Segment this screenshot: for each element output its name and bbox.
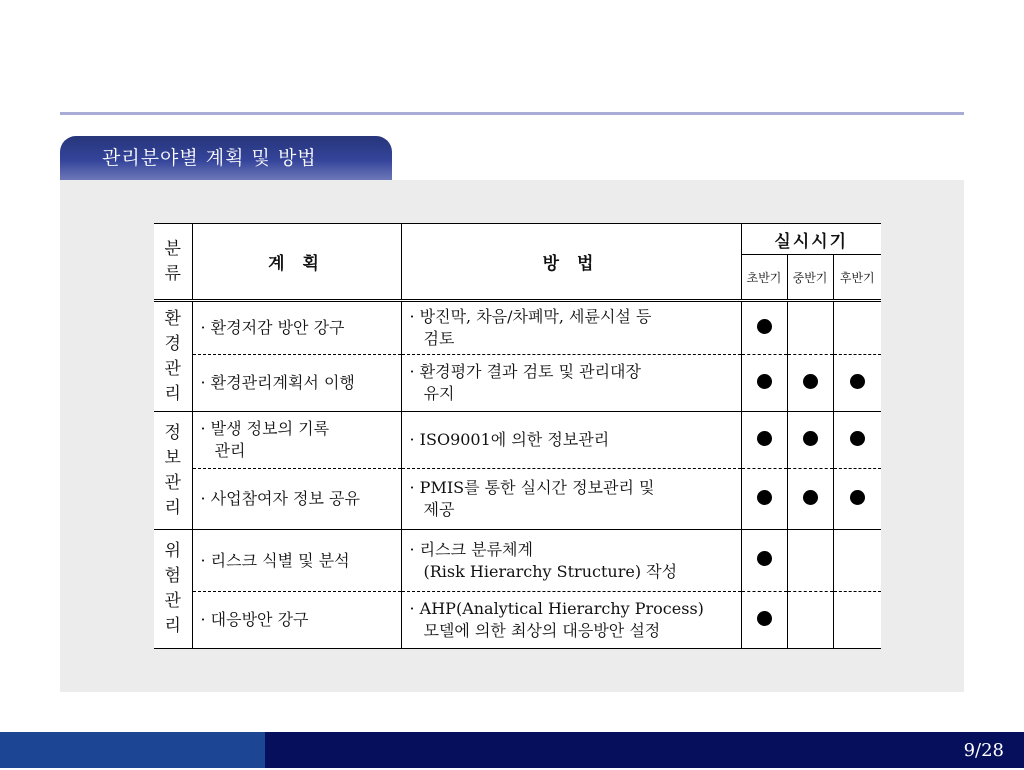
timing-cell [741,530,787,592]
header-category: 분 류 [154,224,192,301]
timing-cell [741,412,787,469]
timing-dot-icon [850,431,865,446]
header-method: 방 법 [401,224,741,301]
plan-cell: · 리스크 식별 및 분석 [192,530,401,592]
header-timing-mid: 중반기 [787,255,833,301]
timing-dot-icon [803,431,818,446]
timing-cell [833,412,881,469]
top-divider [60,112,964,115]
timing-dot-icon [757,431,772,446]
table-row [154,530,881,592]
plan-cell: · 발생 정보의 기록 관리 [192,412,401,469]
timing-dot-icon [850,490,865,505]
timing-dot-icon [803,374,818,389]
footer-bar [0,732,1024,768]
plan-cell: · 환경관리계획서 이행 [192,355,401,412]
timing-cell [833,301,881,355]
section-title-tab [60,136,392,180]
plan-cell: · 대응방안 강구 [192,592,401,649]
timing-cell [787,301,833,355]
method-cell: · ISO9001에 의한 정보관리 [401,412,741,469]
section-title: 관리분야별 계획 및 방법 [102,147,317,169]
timing-cell [787,592,833,649]
timing-dot-icon [850,374,865,389]
footer-accent [0,732,265,768]
timing-dot-icon [757,551,772,566]
method-cell: · 리스크 분류체계 (Risk Hierarchy Structure) 작성 [401,530,741,592]
plan-cell: · 환경저감 방안 강구 [192,301,401,355]
plan-table [154,223,881,649]
header-plan: 계 획 [192,224,401,301]
plan-table-container [154,223,881,648]
timing-dot-icon [803,490,818,505]
timing-dot-icon [757,611,772,626]
table-row [154,412,881,469]
method-cell: · AHP(Analytical Hierarchy Process) 모델에 의한 최상의 대응방안 설정 [401,592,741,649]
page-number: 9/28 [963,740,1004,761]
plan-cell: · 사업참여자 정보 공유 [192,469,401,530]
header-timing: 실시시기 [741,224,881,255]
timing-cell [741,469,787,530]
timing-cell [833,592,881,649]
method-cell: · 방진막, 차음/차폐막, 세륜시설 등 검토 [401,301,741,355]
timing-cell [741,301,787,355]
category-cell: 환 경 관 리 [154,301,192,412]
timing-dot-icon [757,319,772,334]
timing-cell [787,355,833,412]
table-row [154,469,881,530]
timing-dot-icon [757,490,772,505]
timing-cell [833,530,881,592]
timing-dot-icon [757,374,772,389]
timing-cell [833,355,881,412]
timing-cell [741,355,787,412]
table-row [154,301,881,355]
timing-cell [741,592,787,649]
timing-cell [833,469,881,530]
header-timing-late: 후반기 [833,255,881,301]
timing-cell [787,412,833,469]
table-row [154,592,881,649]
category-cell: 위 험 관 리 [154,530,192,649]
timing-cell [787,530,833,592]
method-cell: · 환경평가 결과 검토 및 관리대장 유지 [401,355,741,412]
table-row [154,355,881,412]
category-cell: 정 보 관 리 [154,412,192,530]
timing-cell [787,469,833,530]
method-cell: · PMIS를 통한 실시간 정보관리 및 제공 [401,469,741,530]
header-timing-early: 초반기 [741,255,787,301]
